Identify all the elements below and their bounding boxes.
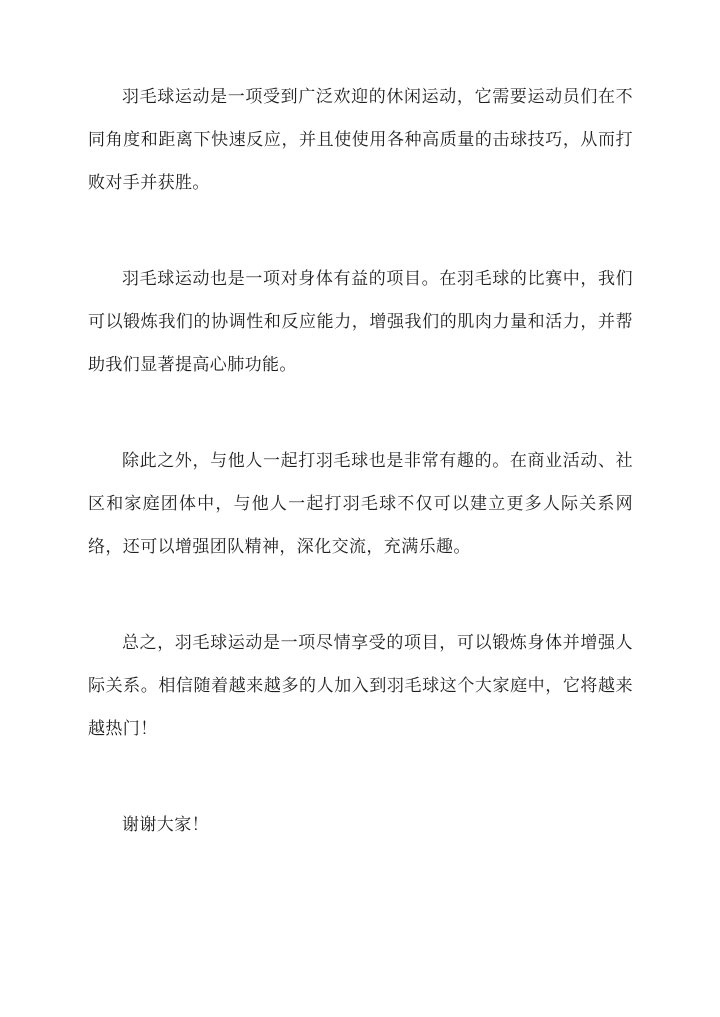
paragraph-thanks: 谢谢大家！ xyxy=(122,815,209,835)
paragraph-social-fun: 除此之外，与他人一起打羽毛球也是非常有趣的。在商业活动、社区和家庭团体中，与他人一起打羽毛球不仅可以建立更多人际关系网络，还可以增强团队精神，深化交流，充满乐趣。 xyxy=(88,451,633,557)
paragraph-intro: 羽毛球运动是一项受到广泛欢迎的休闲运动，它需要运动员们在不同角度和距离下快速反应，并且使使用各种高质量的击球技巧，从而打败对手并获胜。 xyxy=(88,87,633,193)
paragraph-conclusion: 总之，羽毛球运动是一项尽情享受的项目，可以锻炼身体并增强人际关系。相信随着越来越多的人加入到羽毛球这个大家庭中，它将越来越热门！ xyxy=(88,633,633,739)
paragraph-health-benefits: 羽毛球运动也是一项对身体有益的项目。在羽毛球的比赛中，我们可以锻炼我们的协调性和反应能力，增强我们的肌肉力量和活力，并帮助我们显著提高心肺功能。 xyxy=(88,269,633,375)
